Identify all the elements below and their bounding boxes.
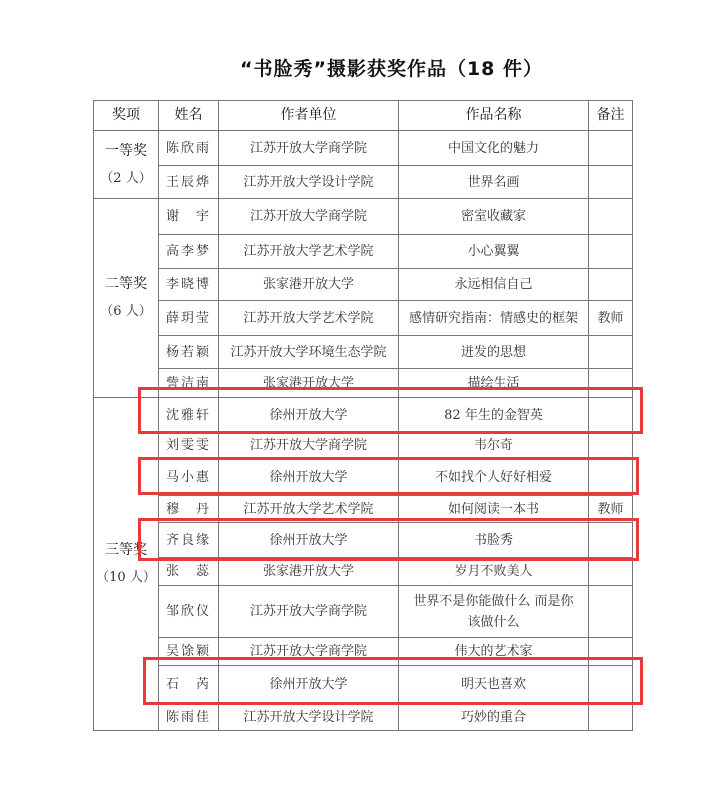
work-cell: 世界名画 — [399, 166, 589, 199]
name-cell: 杨若颖 — [159, 336, 219, 369]
award-count: （6 人） — [100, 304, 152, 319]
work-cell: 书脸秀 — [399, 523, 589, 558]
unit-cell: 江苏开放大学商学院 — [219, 199, 399, 235]
work-cell: 不如找个人好好相爱 — [399, 459, 589, 496]
work-cell: 中国文化的魅力 — [399, 131, 589, 166]
name-cell: 马小惠 — [159, 459, 219, 496]
work-cell: 岁月不败美人 — [399, 558, 589, 586]
unit-cell: 江苏开放大学艺术学院 — [219, 301, 399, 336]
award-label: 二等奖 — [105, 276, 147, 292]
table-row — [94, 235, 633, 269]
note-cell — [589, 638, 633, 666]
work-cell: 永远相信自己 — [399, 269, 589, 301]
name-cell: 薛玥莹 — [159, 301, 219, 336]
unit-cell: 江苏开放大学设计学院 — [219, 704, 399, 731]
header-unit: 作者单位 — [219, 101, 399, 131]
unit-cell: 徐州开放大学 — [219, 398, 399, 433]
note-cell — [589, 558, 633, 586]
unit-cell: 张家港开放大学 — [219, 558, 399, 586]
note-cell — [589, 459, 633, 496]
name-cell: 王辰烨 — [159, 166, 219, 199]
work-cell: 伟大的艺术家 — [399, 638, 589, 666]
table-row — [94, 496, 633, 523]
unit-cell: 张家港开放大学 — [219, 369, 399, 398]
note-cell — [589, 269, 633, 301]
table-row — [94, 638, 633, 666]
note-cell — [589, 586, 633, 638]
unit-cell: 江苏开放大学商学院 — [219, 638, 399, 666]
work-cell: 密室收藏家 — [399, 199, 589, 235]
work-cell: 明天也喜欢 — [399, 666, 589, 704]
name-cell: 沈雅轩 — [159, 398, 219, 433]
work-cell: 迸发的思想 — [399, 336, 589, 369]
note-cell — [589, 704, 633, 731]
name-cell: 谢 宇 — [159, 199, 219, 235]
award-label: 三等奖 — [105, 542, 147, 558]
unit-cell: 江苏开放大学商学院 — [219, 131, 399, 166]
name-cell: 陈雨佳 — [159, 704, 219, 731]
table-row — [94, 704, 633, 731]
name-cell: 邹欣仪 — [159, 586, 219, 638]
note-cell — [589, 666, 633, 704]
award-cell-first — [94, 131, 159, 199]
header-note: 备注 — [589, 101, 633, 131]
name-cell: 高李梦 — [159, 235, 219, 269]
name-cell: 刘雯雯 — [159, 433, 219, 459]
note-cell — [589, 336, 633, 369]
note-cell: 教师 — [589, 301, 633, 336]
table-row — [94, 199, 633, 235]
unit-cell: 江苏开放大学艺术学院 — [219, 496, 399, 523]
table-row — [94, 459, 633, 496]
note-cell — [589, 369, 633, 398]
table-row — [94, 586, 633, 638]
unit-cell: 张家港开放大学 — [219, 269, 399, 301]
work-cell: 韦尔奇 — [399, 433, 589, 459]
award-label: 一等奖 — [105, 142, 147, 159]
work-cell: 世界不是你能做什么 而是你该做什么 — [399, 586, 589, 638]
note-cell — [589, 433, 633, 459]
name-cell: 吴馀颖 — [159, 638, 219, 666]
table-row — [94, 558, 633, 586]
work-cell: 巧妙的重合 — [399, 704, 589, 731]
work-cell: 如何阅读一本书 — [399, 496, 589, 523]
unit-cell: 江苏开放大学商学院 — [219, 433, 399, 459]
unit-cell: 江苏开放大学设计学院 — [219, 166, 399, 199]
work-cell: 82 年生的金智英 — [399, 398, 589, 433]
name-cell: 石 芮 — [159, 666, 219, 704]
unit-cell: 江苏开放大学艺术学院 — [219, 235, 399, 269]
unit-cell: 徐州开放大学 — [219, 459, 399, 496]
note-cell — [589, 523, 633, 558]
header-work: 作品名称 — [399, 101, 589, 131]
award-count: （2 人） — [100, 170, 152, 186]
table-row — [94, 666, 633, 704]
table-row — [94, 269, 633, 301]
note-cell: 教师 — [589, 496, 633, 523]
note-cell — [589, 166, 633, 199]
note-cell — [589, 235, 633, 269]
header-award: 奖项 — [94, 101, 159, 131]
table-row — [94, 398, 633, 433]
table-row — [94, 523, 633, 558]
unit-cell: 徐州开放大学 — [219, 666, 399, 704]
award-count: （10 人） — [96, 570, 156, 585]
table-row — [94, 301, 633, 336]
table-header-row — [94, 101, 633, 131]
note-cell — [589, 398, 633, 433]
work-cell: 小心翼翼 — [399, 235, 589, 269]
unit-cell: 徐州开放大学 — [219, 523, 399, 558]
awards-table — [93, 100, 633, 731]
header-name: 姓名 — [159, 101, 219, 131]
name-cell: 张 蕊 — [159, 558, 219, 586]
name-cell: 陈欣雨 — [159, 131, 219, 166]
award-cell-third — [94, 398, 159, 731]
table-row — [94, 166, 633, 199]
table-row — [94, 433, 633, 459]
table-row — [94, 336, 633, 369]
table-row — [94, 369, 633, 398]
unit-cell: 江苏开放大学商学院 — [219, 586, 399, 638]
work-cell: 描绘生活 — [399, 369, 589, 398]
name-cell: 李晓博 — [159, 269, 219, 301]
table-row — [94, 131, 633, 166]
name-cell: 齐良缘 — [159, 523, 219, 558]
name-cell: 訾洁南 — [159, 369, 219, 398]
page-title: “书脸秀”摄影获奖作品（18 件） — [239, 58, 544, 80]
unit-cell: 江苏开放大学环境生态学院 — [219, 336, 399, 369]
note-cell — [589, 199, 633, 235]
note-cell — [589, 131, 633, 166]
award-cell-second — [94, 199, 159, 398]
name-cell: 穆 丹 — [159, 496, 219, 523]
work-cell: 感情研究指南：情感史的框架 — [399, 301, 589, 336]
